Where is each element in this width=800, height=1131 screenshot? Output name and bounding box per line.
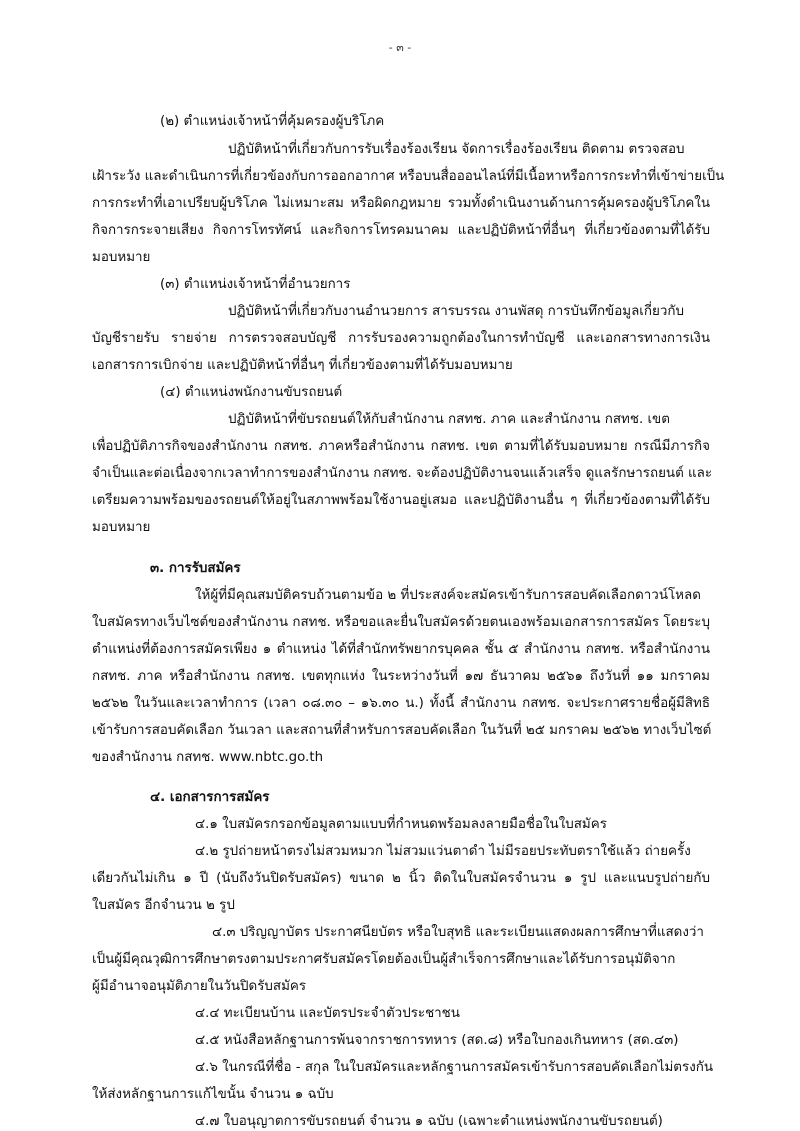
document-item-4-4: ๔.๔ ทะเบียนบ้าน และบัตรประจำตัวประชาชน (195, 1006, 460, 1021)
document-item-4-3: ๔.๓ ปริญญาบัตร ประกาศนียบัตร หรือใบสุทธิ และระเบียนแสดงผลการศึกษาที่แสดงว่า (212, 925, 704, 940)
document-item-4-2-cont: ใบสมัคร อีกจำนวน ๒ รูป (92, 898, 235, 913)
position-heading-2: (๒) ตำแหน่งเจ้าหน้าที่คุ้มครองผู้บริโภค (160, 114, 385, 129)
position-3-line: บัญชีรายรับ รายจ่าย การตรวจสอบบัญชี การรับรองความถูกต้องในการทำบัญชี และเอกสารทางการเงิน (92, 331, 710, 346)
document-item-4-2-cont: เดียวกันไม่เกิน ๑ ปี (นับถึงวันปิดรับสมัคร) ขนาด ๒ นิ้ว ติดในใบสมัครจำนวน ๑ รูป และแนบรูปถ่ายกับ (92, 871, 710, 886)
position-2-line: เฝ้าระวัง และดำเนินการที่เกี่ยวข้องกับการออกอากาศ หรือบนสื่อออนไลน์ที่มีเนื้อหาหรือการกระทำที่เข้าข่ายเป็น (92, 169, 725, 184)
document-item-4-3-cont: เป็นผู้มีคุณวุฒิการศึกษาตรงตามประกาศรับสมัครโดยต้องเป็นผู้สำเร็จการศึกษาและได้รับการอนุมัติจาก (92, 952, 676, 967)
position-3-line: เอกสารการเบิกจ่าย และปฏิบัติหน้าที่อื่นๆ ที่เกี่ยวข้องตามที่ได้รับมอบหมาย (92, 358, 513, 373)
application-line: ให้ผู้ที่มีคุณสมบัติครบถ้วนตามข้อ ๒ ที่ประสงค์จะสมัครเข้ารับการสอบคัดเลือกดาวน์โหลด (195, 588, 701, 603)
application-line: ๒๕๖๒ ในวันและเวลาทำการ (เวลา ๐๘.๓๐ – ๑๖.๓๐ น.) ทั้งนี้ สำนักงาน กสทช. จะประกาศรายชื่อผู้มีสิทธิ (92, 696, 710, 711)
position-4-line: ปฏิบัติหน้าที่ขับรถยนต์ให้กับสำนักงาน กสทช. ภาค และสำนักงาน กสทช. เขต (228, 412, 670, 427)
position-4-line: มอบหมาย (92, 520, 151, 535)
position-3-line: ปฏิบัติหน้าที่เกี่ยวกับงานอำนวยการ สารบรรณ งานพัสดุ การบันทึกข้อมูลเกี่ยวกับ (228, 304, 684, 319)
document-item-4-5: ๔.๕ หนังสือหลักฐานการพ้นจากราชการทหาร (สด.๘) หรือใบกองเกินทหาร (สด.๔๓) (195, 1033, 679, 1048)
position-2-line: ปฏิบัติหน้าที่เกี่ยวกับการรับเรื่องร้องเรียน จัดการเรื่องร้องเรียน ติดตาม ตรวจสอบ (228, 142, 685, 157)
position-2-line: การกระทำที่เอาเปรียบผู้บริโภค ไม่เหมาะสม หรือผิดกฎหมาย รวมทั้งดำเนินงานด้านการคุ้มครองผู้บริโภคใน (92, 196, 710, 211)
position-heading-4: (๔) ตำแหน่งพนักงานขับรถยนต์ (160, 385, 343, 400)
application-line: กสทช. ภาค หรือสำนักงาน กสทช. เขตทุกแห่ง ในระหว่างวันที่ ๑๗ ธันวาคม ๒๕๖๑ ถึงวันที่ ๑๑ มกราคม (92, 669, 710, 684)
document-item-4-2: ๔.๒ รูปถ่ายหน้าตรงไม่สวมหมวก ไม่สวมแว่นตาดำ ไม่มีรอยประทับตราใช้แล้ว ถ่ายครั้ง (195, 844, 691, 859)
page-number: - ๓ - (388, 41, 412, 54)
document-item-4-1: ๔.๑ ใบสมัครกรอกข้อมูลตามแบบที่กำหนดพร้อมลงลายมือชื่อในใบสมัคร (195, 817, 607, 832)
application-line-website: ของสำนักงาน กสทช. www.nbtc.go.th (92, 750, 324, 765)
section-heading-application: ๓. การรับสมัคร (150, 561, 241, 576)
section-heading-documents: ๔. เอกสารการสมัคร (150, 790, 270, 805)
application-line: ตำแหน่งที่ต้องการสมัครเพียง ๑ ตำแหน่ง ได้ที่สำนักทรัพยากรบุคคล ชั้น ๕ สำนักงาน กสทช. หรือสำนักงาน (92, 642, 710, 657)
position-4-line: เตรียมความพร้อมของรถยนต์ให้อยู่ในสภาพพร้อมใช้งานอยู่เสมอ และปฏิบัติงานอื่น ๆ ที่เกี่ยวข้องตามที่ได้รับ (92, 493, 710, 508)
document-item-4-6-cont: ให้ส่งหลักฐานการแก้ไขนั้น จำนวน ๑ ฉบับ (92, 1087, 334, 1102)
document-item-4-3-cont: ผู้มีอำนาจอนุมัติภายในวันปิดรับสมัคร (92, 979, 307, 994)
document-item-4-6: ๔.๖ ในกรณีที่ชื่อ - สกุล ในใบสมัครและหลักฐานการสมัครเข้ารับการสอบคัดเลือกไม่ตรงกัน (195, 1060, 713, 1075)
position-2-line: กิจการกระจายเสียง กิจการโทรทัศน์ และกิจการโทรคมนาคม และปฏิบัติหน้าที่อื่นๆ ที่เกี่ยวข้องตามที่ได้รับ (92, 223, 710, 238)
position-heading-3: (๓) ตำแหน่งเจ้าหน้าที่อำนวยการ (160, 277, 351, 292)
position-2-line: มอบหมาย (92, 250, 151, 265)
position-4-line: จำเป็นและต่อเนื่องจากเวลาทำการของสำนักงาน กสทช. จะต้องปฏิบัติงานจนแล้วเสร็จ ดูแลรักษารถยนต์ และ (92, 466, 713, 481)
document-item-4-7: ๔.๗ ใบอนุญาตการขับรถยนต์ จำนวน ๑ ฉบับ (เฉพาะตำแหน่งพนักงานขับรถยนต์) (195, 1114, 663, 1129)
application-line: ใบสมัครทางเว็บไซต์ของสำนักงาน กสทช. หรือขอและยื่นใบสมัครด้วยตนเองพร้อมเอกสารการสมัคร โดยระบุ (92, 615, 710, 630)
application-line: เข้ารับการสอบคัดเลือก วันเวลา และสถานที่สำหรับการสอบคัดเลือก ในวันที่ ๒๕ มกราคม ๒๕๖๒ ทางเว็บไซต์ (92, 723, 712, 738)
position-4-line: เพื่อปฏิบัติภารกิจของสำนักงาน กสทช. ภาคหรือสำนักงาน กสทช. เขต ตามที่ได้รับมอบหมาย กรณีมีภารกิจ (92, 439, 710, 454)
